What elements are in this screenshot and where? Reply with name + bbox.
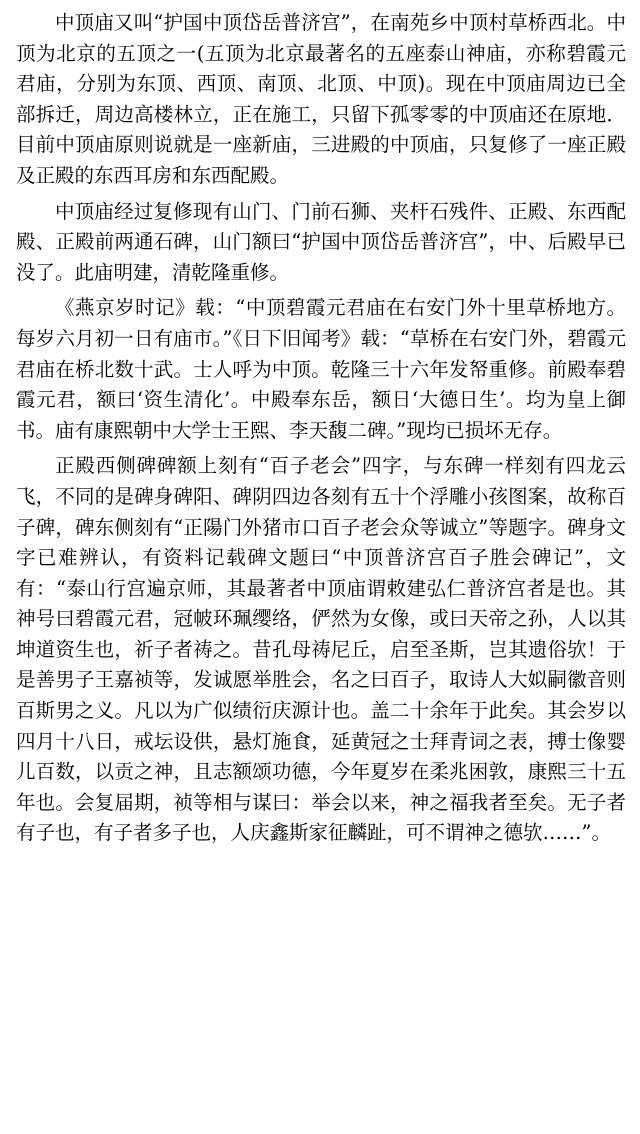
paragraph: 中顶庙又叫“护国中顶岱岳普济宫”，在南苑乡中顶村草桥西北。中顶为北京的五顶之一(五顶为北京最著名的五座泰山神庙，亦称碧霞元君庙，分别为东顶、西顶、南顶、北顶、中顶)。现在中顶庙周边已全部拆迁，周边高楼林立，正在施工，只留下孤零零的中顶庙还在原地．目前中顶庙原则说就是一座新庙，三进殿的中顶庙，只复修了一座正殿及正殿的东西耳房和东西配殿。 <box>16 11 626 187</box>
paragraph: 中顶庙经过复修现有山门、门前石狮、夹杆石残件、正殿、东西配殿、正殿前两通石碑，山门额曰“护国中顶岱岳普济宫”，中、后殿早已没了。此庙明建，清乾隆重修。 <box>16 199 626 284</box>
paragraph: 《燕京岁时记》载：“中顶碧霞元君庙在右安门外十里草桥地方。每岁六月初一日有庙市。”《日下旧闻考》载：“草桥在右安门外，碧霞元君庙在桥北数十武。士人呼为中顶。乾隆三十六年发帑重修。前殿奉碧霞元君，额曰‘资生清化’。中殿奉东岳，额日‘大德日生’。均为皇上御书。庙有康熙朝中大学士王熙、李天馥二碑。”现均已损坏无存。 <box>16 296 626 442</box>
paragraph: 正殿西侧碑碑额上刻有“百子老会”四字，与东碑一样刻有四龙云飞，不同的是碑身碑阳、碑阴四边各刻有五十个浮雕小孩图案，故称百子碑，碑东侧刻有“正陽门外猪市口百子老会众等诚立”等题字。碑身文字已难辨认，有资料记载碑文题曰“中顶普济宫百子胜会碑记”，文有：“泰山行宫遍京师，其最著者中顶庙谓敕建弘仁普济宫者是也。其神号曰碧霞元君，冠帔环珮缨络，俨然为女像，或曰天帝之孙，人以其坤道资生也，祈子者祷之。昔孔母祷尼丘，启至圣斯，岂其遗俗欤！于是善男子王嘉祯等，发诚愿举胜会，名之曰百子，取诗人大姒嗣徽音则百斯男之义。凡以为广似绩衍庆源计也。盖二十余年于此矣。其会岁以四月十八日，戒坛设供，悬灯施食，延黄冠之士拜青词之表，搏士像婴儿百数，以贡之神，且志额颂功德，今年夏岁在柔兆困敦，康熙三十五年也。会复届期，祯等相与谋曰：举会以来，神之福我者至矣。无子者有子也，有子者多子也，人庆鑫斯家征麟趾，可不谓神之德欤……”。 <box>16 454 626 845</box>
